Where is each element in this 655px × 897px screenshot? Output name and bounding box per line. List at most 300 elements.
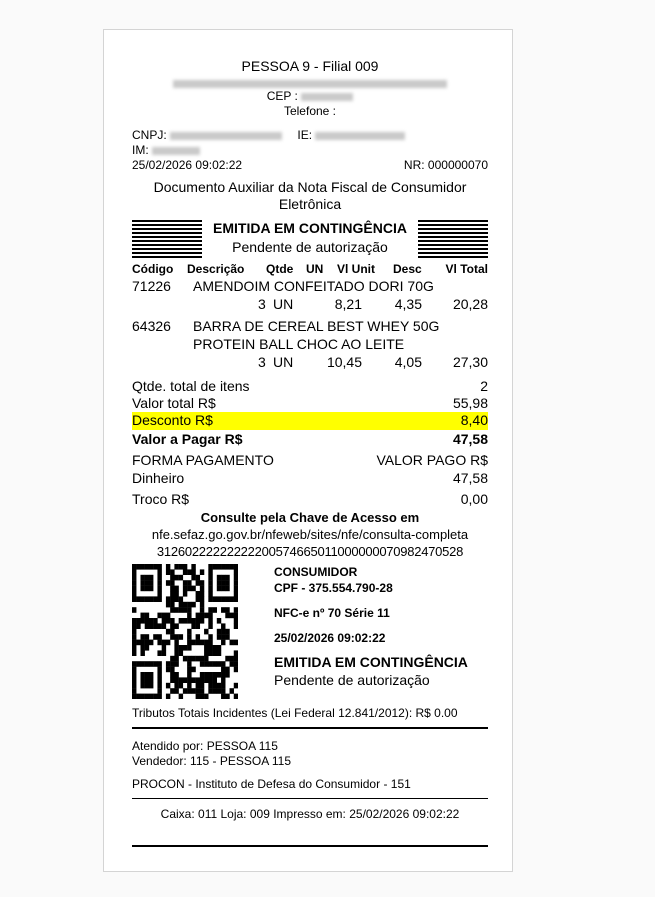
qr-module <box>174 591 178 597</box>
contingency-subtitle: Pendente de autorização <box>232 239 388 255</box>
qr-module <box>196 694 200 699</box>
qr-module <box>204 629 208 635</box>
paid-value-header: VALOR PAGO R$ <box>376 452 488 468</box>
qr-module <box>170 656 174 662</box>
qr-module <box>132 569 136 575</box>
qr-module <box>149 677 153 683</box>
qr-module <box>166 564 170 570</box>
qr-module <box>170 602 174 608</box>
col-total: Vl Total <box>445 262 488 276</box>
qr-module <box>234 575 238 581</box>
discount-value: 8,40 <box>460 412 488 428</box>
qr-module <box>234 694 238 699</box>
contingency-title: EMITIDA EM CONTINGÊNCIA <box>213 220 407 236</box>
col-un: UN <box>306 262 324 276</box>
qr-module <box>208 677 212 683</box>
qr-module <box>204 613 208 619</box>
qr-module <box>153 661 157 667</box>
qr-module <box>191 618 195 624</box>
cnpj-label: CNPJ: <box>132 128 167 142</box>
qr-module <box>140 580 144 586</box>
qr-module <box>136 640 140 646</box>
qr-module <box>187 569 191 575</box>
qr-module <box>200 656 204 662</box>
qr-module <box>196 591 200 597</box>
qr-module <box>183 580 187 586</box>
qr-module <box>162 613 166 619</box>
item-description-line2: PROTEIN BALL CHOC AO LEITE <box>193 336 405 352</box>
qr-module <box>191 623 195 629</box>
qr-module <box>217 645 221 651</box>
qr-module <box>187 607 191 613</box>
qr-module <box>187 672 191 678</box>
qr-module <box>230 564 234 570</box>
qr-module <box>200 591 204 597</box>
qr-module <box>157 650 161 656</box>
qr-module <box>183 586 187 592</box>
qr-module <box>132 640 136 646</box>
qr-module <box>204 656 208 662</box>
qr-module <box>225 586 229 592</box>
qr-module <box>230 661 234 667</box>
qr-module <box>183 564 187 570</box>
qr-module <box>208 650 212 656</box>
qr-module <box>234 661 238 667</box>
qr-module <box>170 629 174 635</box>
qr-module <box>234 586 238 592</box>
qr-module <box>162 650 166 656</box>
attended-by: Atendido por: PESSOA 115 <box>132 739 278 753</box>
contingency-banner <box>202 220 418 256</box>
qr-module <box>149 564 153 570</box>
qr-module <box>225 629 229 635</box>
qr-module <box>132 661 136 667</box>
qr-module <box>230 596 234 602</box>
qr-module <box>170 580 174 586</box>
qr-module <box>234 591 238 597</box>
qr-module <box>204 645 208 651</box>
qr-module <box>157 677 161 683</box>
qr-module <box>170 623 174 629</box>
item-description: AMENDOIM CONFEITADO DORI 70G <box>193 278 434 294</box>
qr-module <box>179 634 183 640</box>
ie-redacted <box>315 132 405 140</box>
qr-module <box>183 618 187 624</box>
qr-module <box>200 607 204 613</box>
qr-module <box>170 667 174 673</box>
qr-module <box>204 672 208 678</box>
qr-module <box>187 667 191 673</box>
qr-module <box>132 607 136 613</box>
qr-module <box>196 656 200 662</box>
qr-module <box>200 688 204 694</box>
qr-module <box>162 618 166 624</box>
table-row <box>132 278 488 314</box>
qr-module <box>221 580 225 586</box>
qr-module <box>187 602 191 608</box>
qr-module <box>200 569 204 575</box>
qr-module <box>140 645 144 651</box>
qr-module <box>162 623 166 629</box>
qr-module <box>196 623 200 629</box>
qr-module <box>174 607 178 613</box>
qr-module <box>170 661 174 667</box>
qr-module <box>170 586 174 592</box>
qr-module <box>196 596 200 602</box>
qr-module <box>132 575 136 581</box>
item-discount: 4,35 <box>394 296 422 312</box>
qr-module <box>225 596 229 602</box>
qr-module <box>140 634 144 640</box>
im-line <box>132 143 488 158</box>
qr-module <box>170 591 174 597</box>
qr-module <box>136 694 140 699</box>
qr-module <box>145 683 149 689</box>
qr-module <box>132 564 136 570</box>
qr-module <box>234 580 238 586</box>
qr-module <box>166 613 170 619</box>
qr-module <box>234 596 238 602</box>
change-label: Troco R$ <box>132 491 190 507</box>
qr-module <box>213 607 217 613</box>
qr-module <box>145 596 149 602</box>
qr-module <box>200 640 204 646</box>
item-total: 27,30 <box>452 354 488 370</box>
divider <box>132 727 488 729</box>
qr-module <box>140 564 144 570</box>
qr-module <box>225 607 229 613</box>
qr-module <box>221 661 225 667</box>
qr-module <box>157 575 161 581</box>
qr-module <box>162 640 166 646</box>
qr-module <box>234 564 238 570</box>
qr-module <box>217 683 221 689</box>
qr-module <box>145 640 149 646</box>
qr-module <box>132 580 136 586</box>
qr-module <box>204 694 208 699</box>
qr-module <box>132 677 136 683</box>
qr-module <box>217 629 221 635</box>
qr-module <box>174 575 178 581</box>
qr-module <box>179 575 183 581</box>
qr-module <box>200 580 204 586</box>
qr-module <box>200 596 204 602</box>
qr-module <box>132 694 136 699</box>
qr-module <box>145 677 149 683</box>
qr-module <box>166 661 170 667</box>
qr-module <box>140 586 144 592</box>
qr-module <box>153 596 157 602</box>
qr-module <box>221 640 225 646</box>
qr-module <box>132 586 136 592</box>
qr-module <box>187 640 191 646</box>
qr-module <box>196 618 200 624</box>
qr-module <box>225 575 229 581</box>
doc-title: Documento Auxiliar da Nota Fiscal de Consumidor Eletrônica <box>153 179 467 212</box>
qr-module <box>166 667 170 673</box>
qr-module <box>145 580 149 586</box>
qr-module <box>166 629 170 635</box>
qr-module <box>221 677 225 683</box>
qr-module <box>149 683 153 689</box>
qr-module <box>208 607 212 613</box>
item-unit-price: 10,45 <box>326 354 362 370</box>
qr-module <box>225 694 229 699</box>
qr-module <box>179 650 183 656</box>
col-description: Descrição <box>187 262 245 276</box>
qr-module <box>174 640 178 646</box>
qr-module <box>170 569 174 575</box>
qr-module <box>191 564 195 570</box>
cnpj-redacted <box>170 132 282 140</box>
store-name: PESSOA 9 - Filial 009 <box>241 58 379 74</box>
qr-module <box>208 575 212 581</box>
qr-module <box>162 645 166 651</box>
qr-module <box>183 688 187 694</box>
tributes-line: Tributos Totais Incidentes (Lei Federal 12.841/2012): R$ 0.00 <box>132 706 458 720</box>
footer-line: Caixa: 011 Loja: 009 Impresso em: 25/02/2026 09:02:22 <box>160 807 460 821</box>
discount-label: Desconto R$ <box>132 412 213 428</box>
qr-module <box>204 677 208 683</box>
qr-module <box>170 618 174 624</box>
total-value-label: Valor total R$ <box>132 395 216 411</box>
qr-module <box>166 602 170 608</box>
qr-module <box>213 688 217 694</box>
consult-title: Consulte pela Chave de Acesso em <box>200 510 420 525</box>
col-code: Código <box>132 262 174 276</box>
discount-row <box>132 412 488 430</box>
seller: Vendedor: 115 - PESSOA 115 <box>132 754 291 768</box>
qr-module <box>136 596 140 602</box>
total-items-label: Qtde. total de itens <box>132 378 250 394</box>
qr-module <box>149 640 153 646</box>
change-row <box>132 491 488 508</box>
qr-module <box>187 656 191 662</box>
qr-module <box>157 688 161 694</box>
qr-module <box>174 596 178 602</box>
qr-module <box>225 634 229 640</box>
qr-module <box>221 688 225 694</box>
access-key: 31260222222222200574665011000000070982470528 <box>156 544 464 559</box>
qr-module <box>174 586 178 592</box>
qr-module <box>187 580 191 586</box>
qr-module <box>174 564 178 570</box>
qr-module <box>170 575 174 581</box>
qr-module <box>149 672 153 678</box>
qr-module <box>157 596 161 602</box>
qr-module <box>196 688 200 694</box>
item-qty: 3 <box>258 296 266 312</box>
cep-redacted <box>301 93 353 101</box>
qr-module <box>217 575 221 581</box>
qr-module <box>166 640 170 646</box>
qr-module <box>166 596 170 602</box>
qr-module <box>217 618 221 624</box>
item-un: UN <box>273 296 294 312</box>
qr-module <box>200 683 204 689</box>
qr-module <box>230 640 234 646</box>
qr-module <box>221 586 225 592</box>
qr-module <box>213 661 217 667</box>
qr-module <box>208 569 212 575</box>
qr-module <box>213 672 217 678</box>
qr-module <box>217 634 221 640</box>
total-value: 55,98 <box>452 395 488 411</box>
payment-method: Dinheiro <box>132 470 185 486</box>
qr-module <box>183 602 187 608</box>
qr-module <box>196 580 200 586</box>
consumer-block <box>274 565 494 689</box>
qr-module <box>157 569 161 575</box>
qr-module <box>208 688 212 694</box>
qr-module <box>179 596 183 602</box>
payment-value: 47,58 <box>452 470 488 486</box>
qr-module <box>230 688 234 694</box>
item-code: 64326 <box>132 318 171 334</box>
qr-module <box>213 650 217 656</box>
col-desc: Desc <box>393 262 422 276</box>
qr-module <box>179 677 183 683</box>
payment-method-header: FORMA PAGAMENTO <box>132 452 274 468</box>
divider <box>132 845 488 847</box>
qr-module <box>132 623 136 629</box>
qr-module <box>234 613 238 619</box>
qr-module <box>221 672 225 678</box>
qr-module <box>200 672 204 678</box>
qr-module <box>213 596 217 602</box>
qr-module <box>200 661 204 667</box>
qr-module <box>217 586 221 592</box>
consumer-status: EMITIDA EM CONTINGÊNCIA <box>274 654 468 670</box>
qr-module <box>157 613 161 619</box>
item-un: UN <box>273 354 294 370</box>
qr-module <box>166 569 170 575</box>
qr-module <box>153 634 157 640</box>
qr-module <box>179 694 183 699</box>
qr-module <box>174 634 178 640</box>
procon-line: PROCON - Instituto de Defesa do Consumidor - 151 <box>132 777 411 791</box>
receipt <box>103 29 513 872</box>
qr-module <box>225 667 229 673</box>
qr-module <box>145 694 149 699</box>
qr-module <box>145 634 149 640</box>
qr-module <box>136 623 140 629</box>
qr-module <box>153 564 157 570</box>
cnpj-line <box>132 128 488 143</box>
qr-module <box>217 688 221 694</box>
qr-module <box>132 618 136 624</box>
table-row <box>132 318 488 372</box>
qr-module <box>179 602 183 608</box>
qr-module <box>174 672 178 678</box>
qr-module <box>196 613 200 619</box>
qr-module <box>230 656 234 662</box>
qr-module <box>145 575 149 581</box>
amount-due-label: Valor a Pagar R$ <box>132 431 243 447</box>
qr-module <box>208 640 212 646</box>
qr-module <box>157 634 161 640</box>
qr-module <box>145 645 149 651</box>
qr-module <box>157 683 161 689</box>
qr-module <box>200 618 204 624</box>
consumer-cpf: CPF - 375.554.790-28 <box>274 581 393 595</box>
qr-module <box>208 661 212 667</box>
qr-module <box>196 640 200 646</box>
qr-module <box>170 634 174 640</box>
qr-module <box>145 613 149 619</box>
cep-line <box>132 89 488 104</box>
qr-module <box>187 645 191 651</box>
qr-module <box>200 613 204 619</box>
amount-due-row <box>132 431 488 448</box>
qr-module <box>153 623 157 629</box>
qr-module <box>221 607 225 613</box>
qr-module <box>183 591 187 597</box>
qr-module <box>187 661 191 667</box>
qr-module <box>157 580 161 586</box>
qr-module <box>145 661 149 667</box>
qr-module <box>179 564 183 570</box>
qr-module <box>149 596 153 602</box>
qr-module <box>153 618 157 624</box>
qr-module <box>200 677 204 683</box>
item-discount: 4,05 <box>394 354 422 370</box>
qr-module <box>208 613 212 619</box>
qr-module <box>174 656 178 662</box>
qr-module <box>225 656 229 662</box>
consumer-pending: Pendente de autorização <box>274 672 430 688</box>
qr-module <box>157 623 161 629</box>
qr-module <box>132 645 136 651</box>
qr-module <box>157 640 161 646</box>
qr-module <box>140 618 144 624</box>
qr-module <box>204 650 208 656</box>
qr-module <box>208 672 212 678</box>
qr-module <box>149 575 153 581</box>
qr-module <box>221 683 225 689</box>
qr-module <box>132 672 136 678</box>
qr-module <box>234 607 238 613</box>
qr-module <box>196 683 200 689</box>
qr-module <box>170 672 174 678</box>
qr-module <box>217 596 221 602</box>
qr-module <box>208 634 212 640</box>
qr-module <box>221 564 225 570</box>
store-address-redacted <box>132 75 488 87</box>
qr-module <box>191 677 195 683</box>
qr-module <box>179 683 183 689</box>
change-value: 0,00 <box>460 491 488 507</box>
qr-module <box>200 586 204 592</box>
payment-header-row <box>132 452 488 469</box>
qr-module <box>187 618 191 624</box>
qr-module <box>136 661 140 667</box>
qr-module <box>213 683 217 689</box>
qr-module <box>174 677 178 683</box>
qr-module <box>183 677 187 683</box>
qr-module <box>221 694 225 699</box>
qr-module <box>136 564 140 570</box>
qr-module <box>179 607 183 613</box>
nr-number: NR: 000000070 <box>403 158 488 172</box>
qr-module <box>208 586 212 592</box>
qr-module <box>166 683 170 689</box>
qr-module <box>217 650 221 656</box>
qr-module <box>136 618 140 624</box>
qr-module <box>225 672 229 678</box>
qr-module <box>217 580 221 586</box>
qr-module <box>234 683 238 689</box>
